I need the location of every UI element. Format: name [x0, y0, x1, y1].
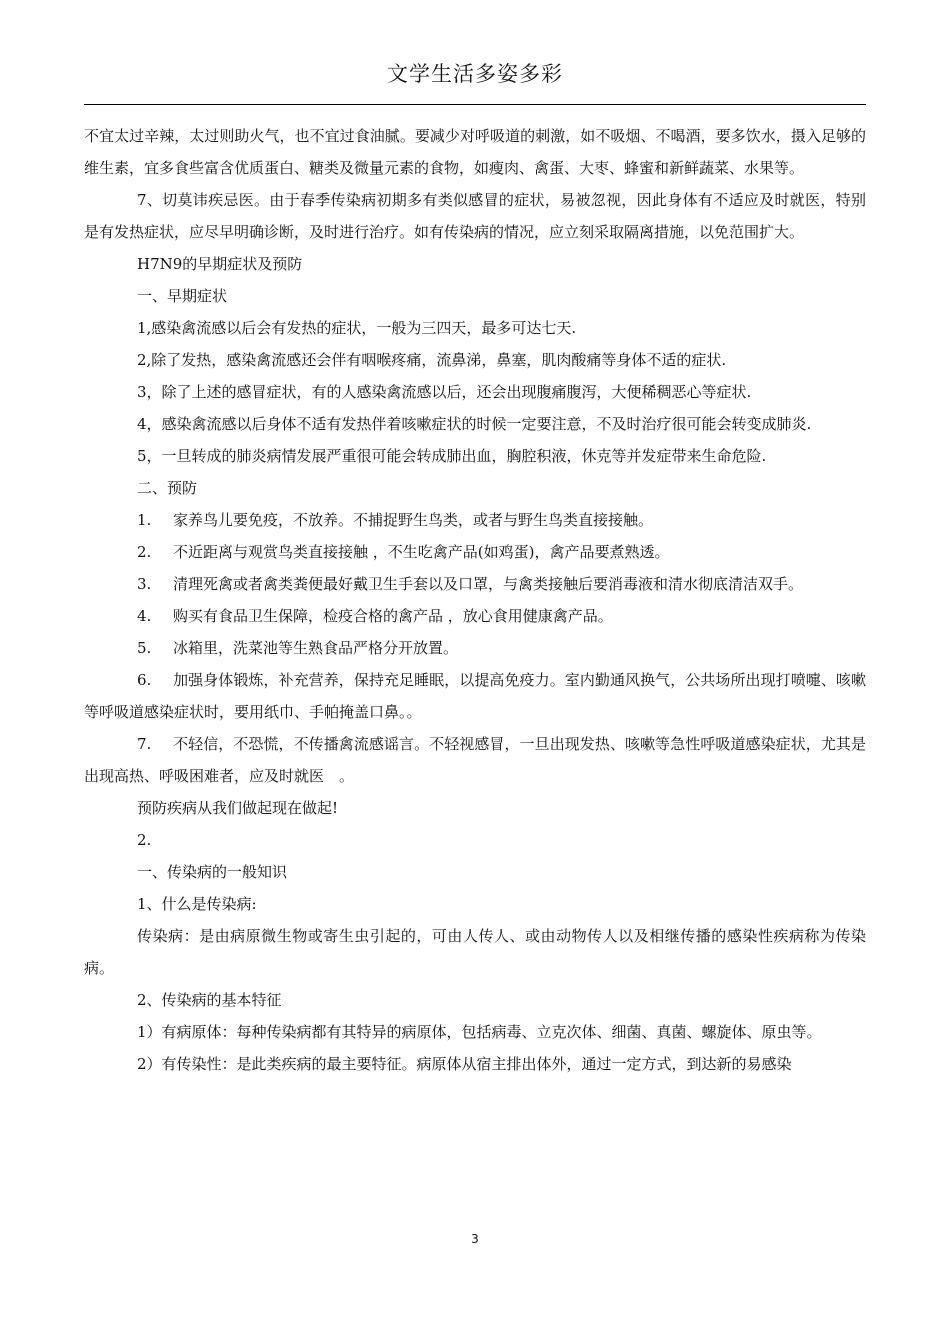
- list-item: [84, 632, 866, 664]
- list-item: [84, 536, 866, 568]
- paragraph: 2）有传染性：是此类疾病的最主要特征。病原体从宿主排出体外，通过一定方式，到达新的易感染: [137, 1055, 792, 1073]
- paragraph: 2,除了发热，感染禽流感还会伴有咽喉疼痛，流鼻涕，鼻塞，肌肉酸痛等身体不适的症状.: [137, 351, 727, 369]
- list-item: [84, 568, 866, 600]
- section-heading: 一、传染病的一般知识: [137, 863, 288, 881]
- list-item-text: 不近距离与观赏鸟类直接接触 ，不生吃禽产品(如鸡蛋)，禽产品要煮熟透。: [173, 543, 670, 561]
- list-item: [84, 728, 866, 792]
- list-item-text: 清理死禽或者禽类粪便最好戴卫生手套以及口罩，与禽类接触后要消毒液和清水彻底清洁双手。: [173, 575, 804, 593]
- list-item-number: 4.: [137, 607, 152, 625]
- paragraph: 传染病：是由病原微生物或寄生虫引起的，可由人传人、或由动物传人以及相继传播的感染性疾病称为传染病。: [84, 927, 866, 977]
- list-item-number: 5.: [137, 639, 152, 657]
- list-item-number: 2.: [137, 543, 152, 561]
- list-item: [84, 600, 866, 632]
- paragraph: 1,感染禽流感以后会有发热的症状，一般为三四天，最多可达七天.: [137, 319, 577, 337]
- list-item-text: 购买有食品卫生保障，检疫合格的禽产品 ，放心食用健康禽产品。: [173, 607, 613, 625]
- list-item-text: 冰箱里，洗菜池等生熟食品严格分开放置。: [173, 639, 459, 657]
- subsection-heading: 2、传染病的基本特征: [137, 991, 282, 1009]
- list-item: [84, 664, 866, 728]
- paragraph: 4，感染禽流感以后身体不适有发热伴着咳嗽症状的时候一定要注意，不及时治疗很可能会转变成肺炎.: [137, 415, 812, 433]
- section-title: H7N9的早期症状及预防: [137, 255, 303, 273]
- paragraph: 1）有病原体：每种传染病都有其特异的病原体，包括病毒、立克次体、细菌、真菌、螺旋体、原虫等。: [137, 1023, 822, 1041]
- list-item: [84, 504, 866, 536]
- list-item-text: 不轻信，不恐慌，不传播禽流感谣言。不轻视感冒，一旦出现发热、咳嗽等急性呼吸道感染症状，尤其是出现高热、呼吸困难者，应及时就医 。: [84, 735, 866, 785]
- paragraph: 7、切莫讳疾忌医。由于春季传染病初期多有类似感冒的症状，易被忽视，因此身体有不适应及时就医，特别是有发热症状，应尽早明确诊断，及时进行治疗。如有传染病的情况，应立刻采取隔离措施，以免范围扩大。: [84, 191, 866, 241]
- section-heading: 一、早期症状: [137, 287, 228, 305]
- page-number: 3: [471, 1232, 479, 1246]
- paragraph: 2.: [137, 831, 152, 849]
- list-item-number: 6.: [137, 671, 152, 689]
- paragraph: 5，一旦转成的肺炎病情发展严重很可能会转成肺出血，胸腔积液，休克等并发症带来生命危险.: [137, 447, 767, 465]
- list-item-text: 加强身体锻炼，补充营养，保持充足睡眠，以提高免疫力。室内勤通风换气，公共场所出现打喷嚏、咳嗽等呼吸道感染症状时，要用纸巾、手帕掩盖口鼻。。: [84, 671, 866, 721]
- page-header-title: 文学生活多姿多彩: [387, 62, 563, 86]
- paragraph: 3，除了上述的感冒症状，有的人感染禽流感以后，还会出现腹痛腹泻，大便稀稠恶心等症状.: [137, 383, 752, 401]
- paragraph: 预防疾病从我们做起现在做起!: [137, 799, 339, 817]
- list-item-number: 1.: [137, 511, 152, 529]
- list-item-text: 家养鸟儿要免疫，不放养。不捕捉野生鸟类，或者与野生鸟类直接接触。: [173, 511, 654, 529]
- subsection-heading: 1、什么是传染病:: [137, 895, 257, 913]
- paragraph: 不宜太过辛辣，太过则助火气，也不宜过食油腻。要减少对呼吸道的刺激，如不吸烟、不喝酒，要多饮水，摄入足够的维生素，宜多食些富含优质蛋白、糖类及微量元素的食物，如瘦肉、禽蛋、大枣、蜂蜜和新鲜蔬菜、水果等。: [84, 127, 866, 177]
- list-item-number: 7.: [137, 735, 152, 753]
- header-divider: [84, 104, 866, 105]
- list-item-number: 3.: [137, 575, 152, 593]
- document-body: [84, 120, 866, 1080]
- section-heading: 二、预防: [137, 479, 198, 497]
